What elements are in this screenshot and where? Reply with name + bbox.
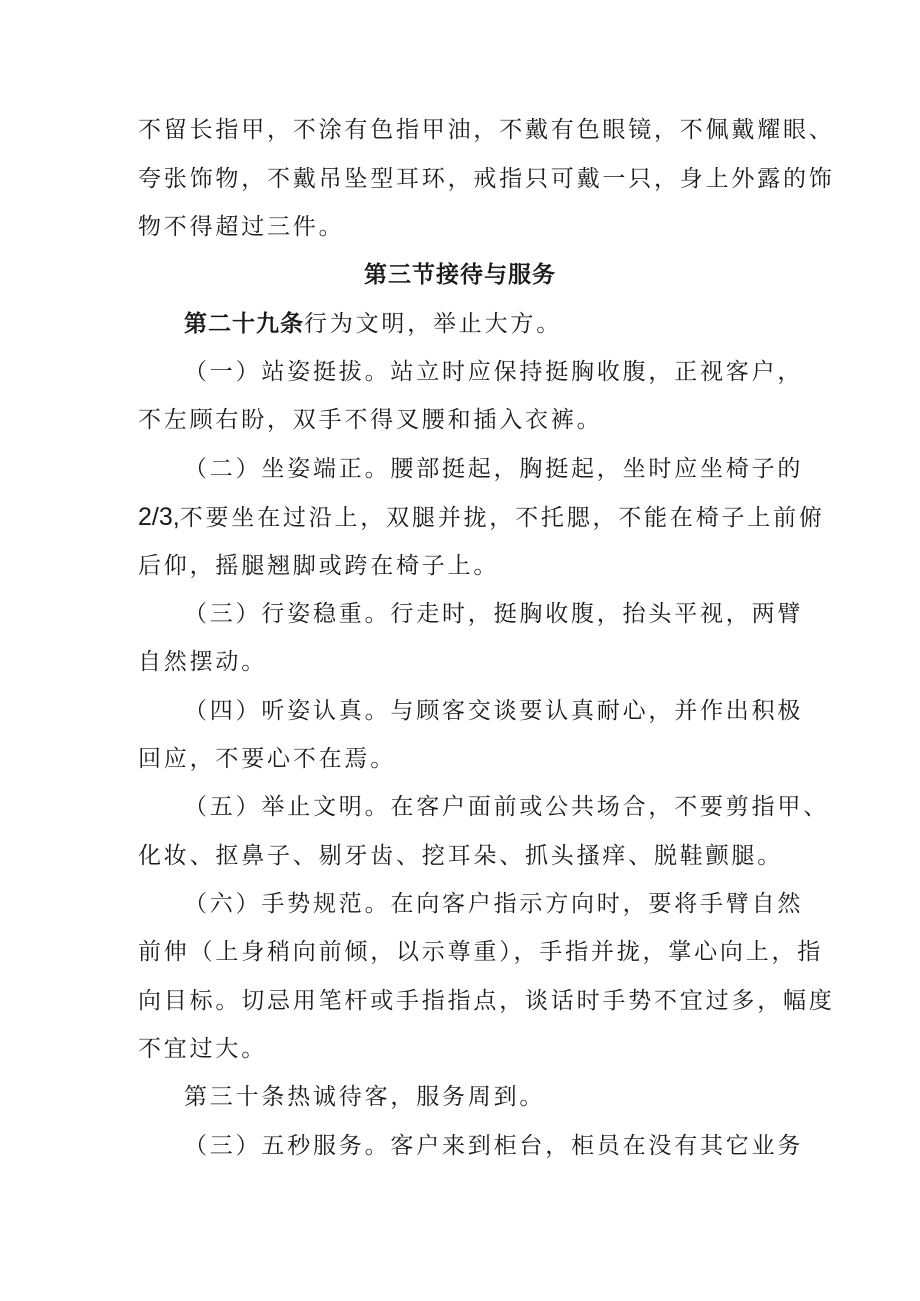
item-4-line-2: 回应，不要心不在焉。 [138,746,396,772]
article-30: 第三十条热诚待客，服务周到。 [184,1084,546,1110]
paragraph-line: 不留长指甲，不涂有色指甲油，不戴有色眼镜，不佩戴耀眼、 [138,117,835,143]
item-6-line-4: 不宜过大。 [138,1036,267,1062]
item-5-line-2: 化妆、抠鼻子、剔牙齿、挖耳朵、抓头搔痒、脱鞋颤腿。 [138,843,783,869]
item-6-line-3: 向目标。切忌用笔杆或手指指点，谈话时手势不宜过多，幅度 [138,988,835,1014]
item-6-line-2: 前伸（上身稍向前倾，以示尊重），手指并拢，掌心向上，指 [138,939,824,965]
article-29 [184,309,562,339]
item-3-line-1: （三）行姿稳重。行走时，挺胸收腹，抬头平视，两臂 [184,601,804,627]
item-3-line-2: 自然摆动。 [138,649,267,675]
item-2-line-3: 后仰，摇腿翘脚或跨在椅子上。 [138,553,500,579]
fraction-number: 2/3, [138,503,180,531]
item-2-line-1: （二）坐姿端正。腰部挺起，胸挺起，坐时应坐椅子的 [184,456,804,482]
paragraph-line: 物不得超过三件。 [138,214,345,240]
item-2-line-2-text: 不要坐在过沿上，双腿并拢，不托腮，不能在椅子上前俯 [179,505,825,531]
item-5-line-1: （五）举止文明。在客户面前或公共场合，不要剪指甲、 [184,794,829,820]
article-30-item-3: （三）五秒服务。客户来到柜台，柜员在没有其它业务 [184,1133,804,1159]
item-4-line-1: （四）听姿认真。与顾客交谈要认真耐心，并作出积极 [184,698,804,724]
article-29-title: 第二十九条 [184,311,304,337]
item-1-line-1: （一）站姿挺拔。站立时应保持挺胸收腹，正视客户， [184,359,804,385]
item-1-line-2: 不左顾右盼，双手不得叉腰和插入衣裤。 [138,407,603,433]
article-29-text: 行为文明，举止大方。 [304,311,562,337]
section-heading: 第三节接待与服务 [364,262,556,288]
paragraph-line: 夸张饰物，不戴吊坠型耳环，戒指只可戴一只，身上外露的饰 [138,166,835,192]
item-2-line-2 [138,502,825,533]
item-6-line-1: （六）手势规范。在向客户指示方向时，要将手臂自然 [184,891,804,917]
